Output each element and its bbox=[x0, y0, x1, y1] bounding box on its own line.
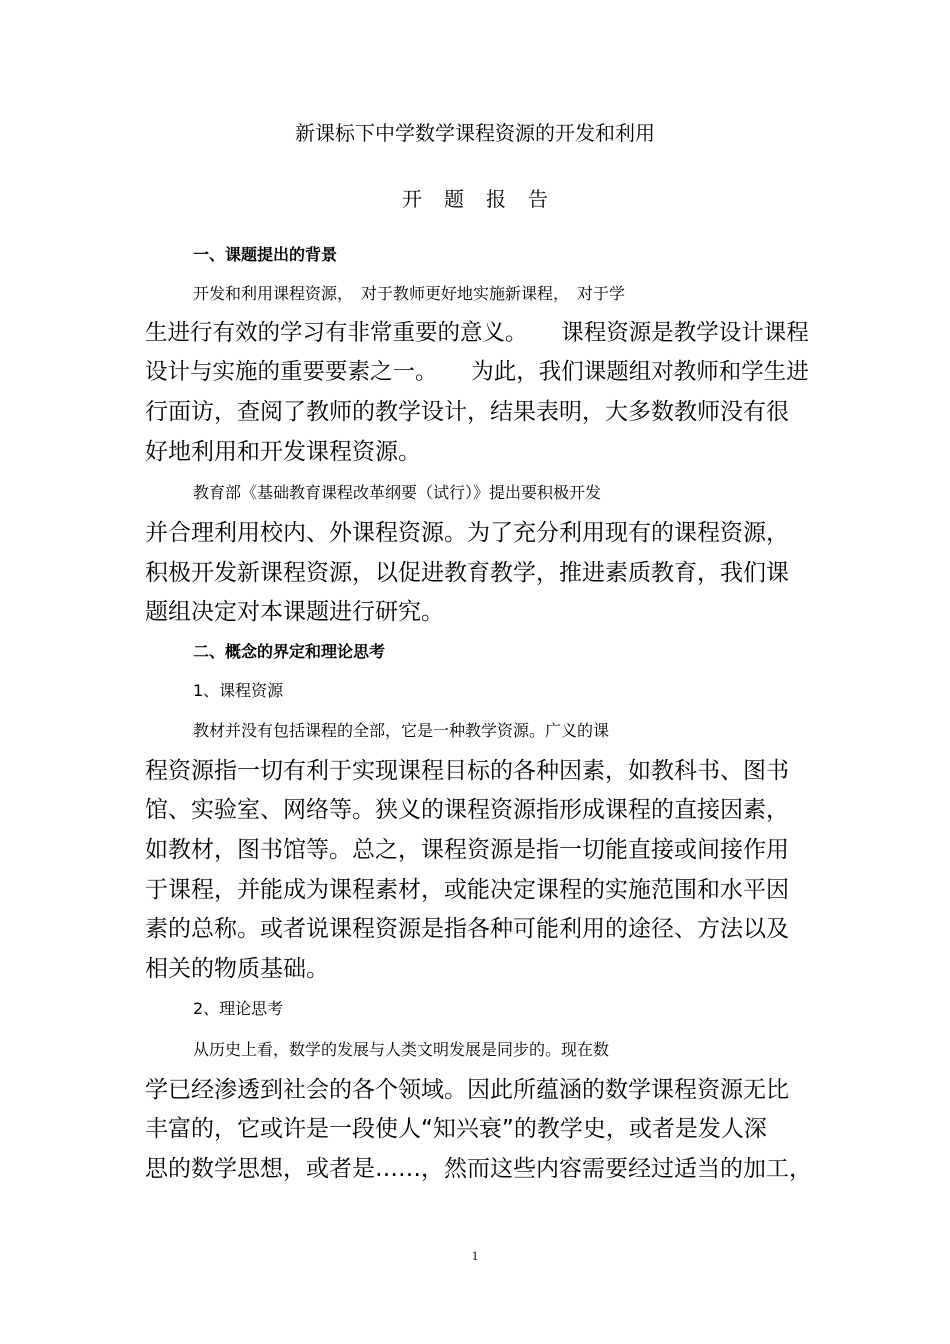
paragraph-line: 积极开发新课程资源，以促进教育教学，推进素质教育，我们课 bbox=[145, 560, 789, 586]
paragraph-line: 开发和利用课程资源， 对于教师更好地实施新课程， 对于学 bbox=[193, 284, 626, 303]
paragraph-line: 馆、实验室、网络等。狭义的课程资源指形成课程的直接因素， bbox=[145, 797, 789, 823]
section-heading: 一、课题提出的背景 bbox=[193, 245, 338, 264]
subsection-heading: 2、理论思考 bbox=[193, 999, 284, 1018]
paragraph-line: 学已经渗透到社会的各个领域。因此所蕴涵的数学课程资源无比 bbox=[145, 1077, 789, 1103]
paragraph-line: 设计与实施的重要要素之一。 为此，我们课题组对教师和学生进 bbox=[145, 359, 809, 385]
subsection-heading: 1、课程资源 bbox=[193, 681, 284, 700]
paragraph-line: 好地利用和开发课程资源。 bbox=[145, 439, 421, 465]
paragraph-line: 教育部《基础教育课程改革纲要（试行）》提出要积极开发 bbox=[193, 483, 602, 502]
paragraph-line: 教材并没有包括课程的全部，它是一种教学资源。广义的课 bbox=[193, 721, 610, 740]
page-number: 1 bbox=[471, 1248, 479, 1263]
paragraph-line: 相关的物质基础。 bbox=[145, 956, 329, 982]
paragraph-line: 生进行有效的学习有非常重要的意义。 课程资源是教学设计课程 bbox=[145, 320, 809, 346]
paragraph-line: 如教材，图书馆等。总之，课程资源是指一切能直接或间接作用 bbox=[145, 837, 789, 863]
paragraph-line: 丰富的，它或许是一段使人“知兴衰”的教学史，或者是发人深 bbox=[145, 1116, 767, 1142]
paragraph-line: 于课程，并能成为课程素材，或能决定课程的实施范围和水平因 bbox=[145, 877, 789, 903]
paragraph-line: 思的数学思想，或者是……，然而这些内容需要经过适当的加工， bbox=[145, 1156, 812, 1182]
section-heading: 二、概念的界定和理论思考 bbox=[193, 642, 386, 661]
paragraph-line: 题组决定对本课题进行研究。 bbox=[145, 599, 444, 625]
paragraph-line: 从历史上看，数学的发展与人类文明发展是同步的。现在数 bbox=[193, 1040, 610, 1059]
paragraph-line: 行面访，查阅了教师的教学设计，结果表明，大多数教师没有很 bbox=[145, 399, 789, 425]
paragraph-line: 程资源指一切有利于实现课程目标的各种因素，如教科书、图书 bbox=[145, 758, 789, 784]
paragraph-line: 素的总称。或者说课程资源是指各种可能利用的途径、方法以及 bbox=[145, 916, 789, 942]
document-title: 新课标下中学数学课程资源的开发和利用 bbox=[295, 123, 655, 145]
document-subtitle: 开题报告 bbox=[402, 189, 570, 211]
paragraph-line: 并合理利用校内、外课程资源。为了充分利用现有的课程资源， bbox=[145, 520, 789, 546]
